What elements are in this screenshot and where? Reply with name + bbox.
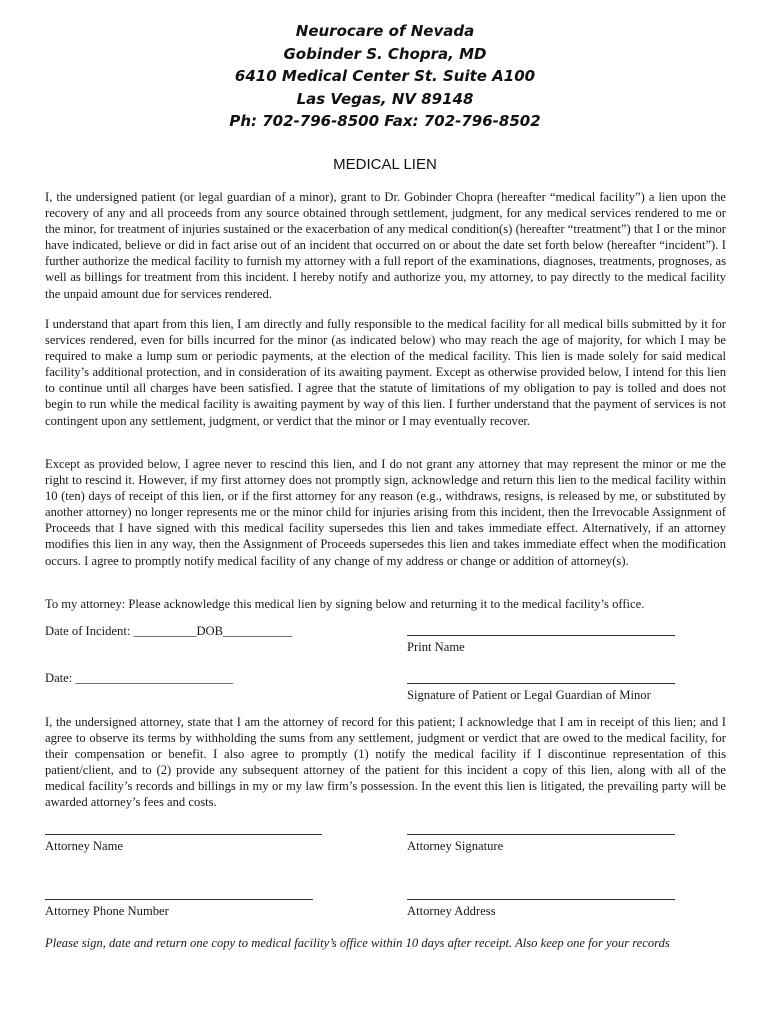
patient-signature-line[interactable]: [407, 683, 675, 684]
document-title: MEDICAL LIEN: [333, 156, 437, 173]
responsibility-paragraph: I understand that apart from this lien, I am directly and fully responsible to the medical facility for all medical bills submitted by it for services rendered, even for bills incurred for the minor (as indicated below) who may reach the age of majority, for which I may be required to make a lump sum or periodic payments, at the election of the medical facility. This lien is made solely for said medical facility’s additional protection, and in consideration of its awaiting payment. Except as otherwise provided below, I intend for this lien to continue until all charges have been satisfied. I agree that the statute of limitations of my obligation to pay is tolled and does not begin to run while the medical facility is awaiting payment by way of this lien. I further understand that the payment of services is not contingent upon any settlement, judgment, or verdict that the minor or I may eventually recover.: [45, 317, 726, 428]
attorney-address-label: Attorney Address: [407, 904, 496, 918]
attorney-phone-line[interactable]: [45, 899, 313, 900]
lien-grant-paragraph: I, the undersigned patient (or legal guardian of a minor), grant to Dr. Gobinder Chopra (hereafter “medical facility”) a lien upon the recovery of any and all proceeds from any source obtained through settlement, judgment, for any medical services rendered to me or the minor, for treatment of injuries sustained or the exacerbation of any medical condition(s) (hereafter “treatment”) that I or the minor have indicated, believe or did in fact arise out of an incident that occurred on or about the date set forth below (hereafter “incident”). I further authorize the medical facility to furnish my attorney with a full report of the examinations, diagnoses, treatments, prognoses, as well as billings for treatment from this incident. I hereby notify and authorize you, my attorney, to pay directly to the medical facility the unpaid amount due for services rendered.: [45, 190, 726, 301]
attorney-phone-label: Attorney Phone Number: [45, 904, 169, 918]
print-name-line[interactable]: [407, 635, 675, 636]
date-field[interactable]: Date: _________________________: [45, 671, 233, 685]
return-instruction-footer: Please sign, date and return one copy to medical facility’s office within 10 days after receipt. Also keep one for your records: [45, 936, 670, 950]
practice-name: Neurocare of Nevada: [295, 22, 475, 40]
attorney-signature-line[interactable]: [407, 834, 675, 835]
letterhead: [0, 20, 770, 133]
attorney-acknowledge-instruction: To my attorney: Please acknowledge this medical lien by signing below and returning it to the medical facility’s office.: [45, 597, 645, 611]
attorney-name-label: Attorney Name: [45, 839, 123, 853]
city-address: Las Vegas, NV 89148: [296, 89, 474, 108]
attorney-statement-paragraph: I, the undersigned attorney, state that I am the attorney of record for this patient; I acknowledge that I am in receipt of this lien; and I agree to observe its terms by withholding the sums from any settlement, judgment or verdict that are owed to the medical facility, for their compensation or benefit. I also agree to promptly (1) notify the medical facility if I discontinue representation of this patient/client, and to (2) provide any subsequent attorney of the patient for this incident a copy of this lien, along with all of the medical facility’s records and billings in my or my law firm’s possession. In the event this lien is litigated, the prevailing party will be awarded attorney’s fees and costs.: [45, 715, 726, 810]
attorney-name-line[interactable]: [45, 834, 322, 835]
attorney-signature-label: Attorney Signature: [407, 839, 504, 853]
phone-fax: Ph: 702-796-8500 Fax: 702-796-8502: [229, 112, 541, 130]
patient-signature-label: Signature of Patient or Legal Guardian of Minor: [407, 688, 651, 702]
print-name-label: Print Name: [407, 640, 465, 654]
attorney-address-line[interactable]: [407, 899, 675, 900]
street-address: 6410 Medical Center St. Suite A100: [234, 67, 536, 85]
incident-dob-field[interactable]: Date of Incident: __________DOB___________: [45, 624, 293, 638]
rescind-paragraph: Except as provided below, I agree never to rescind this lien, and I do not grant any attorney that may represent the minor or me the right to rescind it. However, if my first attorney does not promptly sign, acknowledge and return this lien to the medical facility within 10 (ten) days of receipt of this lien, or if the first attorney for any reason (e.g., withdraws, resigns, is released by me, or substituted by another attorney) no longer represents me or the minor child for injuries arising from this incident, then the Irrevocable Assignment of Proceeds that I have signed with this medical facility supersedes this lien and takes immediate effect. Alternatively, if an attorney modifies this lien in any way, then the Assignment of Proceeds supersedes this lien and takes immediate effect when the modification occurs. I agree to promptly notify medical facility of any change of my address or change or addition of attorney(s).: [45, 457, 726, 568]
doctor-name: Gobinder S. Chopra, MD: [283, 44, 487, 63]
